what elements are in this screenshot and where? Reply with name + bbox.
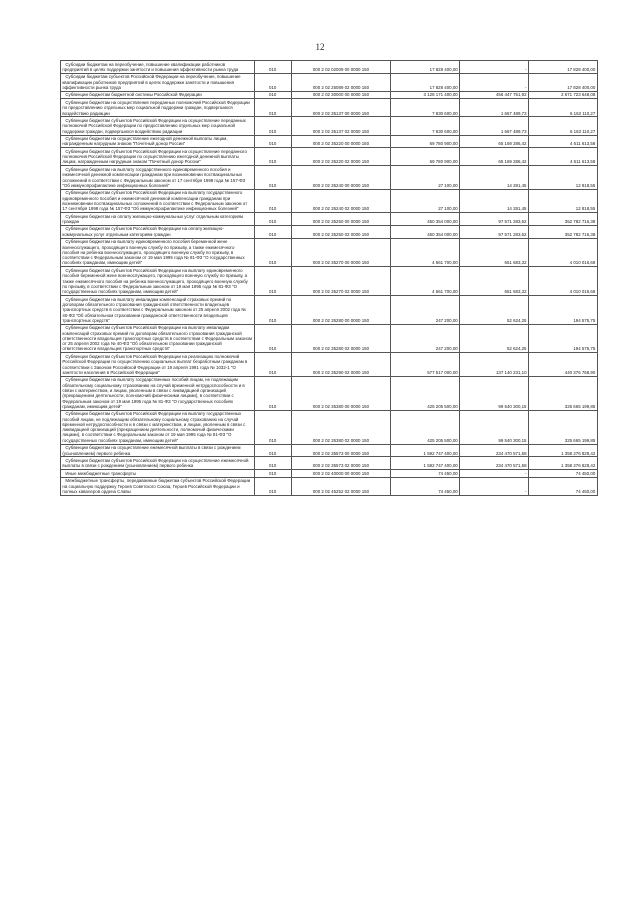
row-line-code-cell: 010	[254, 189, 291, 212]
row-budget-code-cell: 000 2 02 35380 02 0000 150	[291, 410, 391, 444]
table-row	[61, 376, 598, 410]
row-approved-cell: 17 828 400,00	[391, 61, 460, 74]
row-name-text: Субвенции бюджетам субъектов Российской Федерации на выплату единовременного пособия беременной жене военнослужащего, проходящего военную службу по призыву, а также ежемесячного пособия на ребенка военнослужащего, проходящего военную службу по призыву, в соответствии с Федеральным законом от 19 мая 1995 года № 81-ФЗ "О государственных пособиях гражданам, имеющим детей"	[62, 267, 248, 295]
row-line-code-cell: 010	[254, 470, 291, 477]
row-approved-cell: 27 100,00	[391, 166, 460, 189]
row-budget-code-cell: 000 2 02 35290 02 0000 150	[291, 353, 391, 376]
row-name-text: Субвенции бюджетам на оплату жилищно-коммунальных услуг отдельным категориям граждан	[62, 213, 243, 224]
row-name-text: Субвенции бюджетам субъектов Российской Федерации на выплату государственных пособий лицам, не подлежащим обязательному социальному страхованию на случай временной нетрудоспособности и в связи с материнством, и лицам, уволенным в связи с ликвидацией организаций (прекращением деятельности, полномочий физическими лицами), в соответствии с Федеральным законом от 19 мая 1995 года № 81-ФЗ "О государственных пособиях гражданам, имеющим детей"	[62, 411, 246, 443]
row-name-text: Субвенции бюджетам на выплату единовременного пособия беременной жене военнослужащего, проходящего военную службу по призыву, а также ежемесячного пособия на ребенка военнослужащего, проходящего военную службу по призыву, в соответствии с Федеральным законом от 19 мая 1995 года № 81-ФЗ "О государственных пособиях гражданам, имеющим детей"	[62, 239, 245, 266]
row-budget-code-cell: 000 2 02 30000 00 0000 150	[291, 91, 391, 98]
row-name-text: Субвенции бюджетам субъектов Российской Федерации на выплату государственного единовременного пособия и ежемесячной денежной компенсации гражданам при возникновении поствакцинальных осложнений в соответствии с Федеральным законом от 17 сентября 1998 года № 157-ФЗ "Об иммунопрофилактике инфекционных болезней"	[62, 190, 248, 212]
row-line-code-cell: 010	[254, 148, 291, 166]
row-budget-code-cell: 000 2 02 35573 00 0000 150	[291, 444, 391, 457]
row-approved-cell: 27 100,00	[391, 189, 460, 212]
row-name-cell	[61, 444, 255, 457]
row-budget-code-cell: 000 2 02 35220 00 0000 150	[291, 135, 391, 148]
row-unexecuted-cell: 17 828 400,00	[528, 73, 597, 91]
table-row	[61, 457, 598, 470]
row-line-code-cell: 010	[254, 296, 291, 325]
row-name-cell	[61, 353, 255, 376]
row-executed-cell: 52 624,25	[460, 324, 529, 353]
row-name-cell	[61, 324, 255, 353]
row-executed-cell: 1 667 489,73	[460, 99, 529, 117]
row-budget-code-cell: 000 2 02 35220 02 0000 150	[291, 148, 391, 166]
row-name-text: Субвенции бюджетам субъектов Российской Федерации на осуществление переданных полномочий Российской Федерации по предоставлению отдельных мер социальной поддержки граждан, подвергшихся воздействию радиации	[62, 118, 246, 134]
row-name-cell	[61, 410, 255, 444]
row-name-text: Субвенции бюджетам на выплату государственного единовременного пособия и ежемесячной денежной компенсации гражданам при возникновении поствакцинальных осложнений в соответствии с Федеральным законом от 17 сентября 1998 года № 157-ФЗ "Об иммунопрофилактике инфекционных болезней"	[62, 166, 246, 188]
row-approved-cell: 7 830 600,00	[391, 117, 460, 135]
row-line-code-cell: 010	[254, 166, 291, 189]
row-executed-cell: -	[460, 61, 529, 74]
row-executed-cell: 234 470 571,58	[460, 444, 529, 457]
row-unexecuted-cell: 325 665 199,85	[528, 410, 597, 444]
row-unexecuted-cell: 4 010 016,68	[528, 238, 597, 267]
row-line-code-cell: 010	[254, 61, 291, 74]
row-unexecuted-cell: 4 010 016,68	[528, 267, 597, 296]
row-executed-cell: 456 447 751,92	[460, 91, 529, 98]
row-line-code-cell: 010	[254, 73, 291, 91]
row-budget-code-cell: 000 2 02 35280 02 0000 150	[291, 324, 391, 353]
table-row	[61, 166, 598, 189]
row-unexecuted-cell: 6 163 110,27	[528, 117, 597, 135]
row-approved-cell: 17 828 400,00	[391, 73, 460, 91]
row-name-cell	[61, 73, 255, 91]
row-line-code-cell: 010	[254, 267, 291, 296]
row-executed-cell: 234 470 571,58	[460, 457, 529, 470]
row-unexecuted-cell: 194 575,75	[528, 324, 597, 353]
row-name-text: Иные межбюджетные трансферты	[65, 470, 137, 476]
row-line-code-cell: 010	[254, 99, 291, 117]
row-line-code-cell: 010	[254, 238, 291, 267]
row-unexecuted-cell: 74 450,00	[528, 470, 597, 477]
row-name-text: Субвенции бюджетам субъектов Российской Федерации на оплату жилищно-коммунальных услуг отдельным категориям граждан	[62, 226, 224, 237]
row-approved-cell: 450 354 000,00	[391, 213, 460, 226]
row-name-text: Субвенции бюджетам на выплату государственных пособий лицам, не подлежащим обязательному социальному страхованию на случай временной нетрудоспособности и в связи с материнством, и лицам, уволенным в связи с ликвидацией организаций (прекращением деятельности, полномочий физическими лицами), в соответствии с Федеральным законом от 19 мая 1995 года № 81-ФЗ "О государственных пособиях гражданам, имеющим детей"	[62, 377, 245, 409]
row-name-text: Субвенции бюджетам на осуществление ежемесячной выплаты в связи с рождением (усыновлением) первого ребенка	[62, 445, 241, 456]
row-name-text: Субвенции бюджетам субъектов Российской Федерации на осуществление ежемесячной выплаты в связи с рождением (усыновлением) первого ребенка	[62, 458, 249, 469]
row-approved-cell: 577 517 000,00	[391, 353, 460, 376]
row-unexecuted-cell: 325 665 199,85	[528, 376, 597, 410]
row-executed-cell: -	[460, 73, 529, 91]
row-budget-code-cell: 000 2 02 35270 00 0000 150	[291, 238, 391, 267]
row-name-text: Субвенции бюджетам субъектов Российской Федерации на реализацию полномочий Российской Федерации по осуществлению социальных выплат безработным гражданам в соответствии с Законом Российской Федерации от 19 апреля 1991 года № 1032-1 "О занятости населения в Российской Федерации"	[62, 353, 248, 375]
row-budget-code-cell: 000 2 02 35280 00 0000 150	[291, 296, 391, 325]
row-name-text: Субсидии бюджетам субъектов Российской Федерации на переобучение, повышение квалификации работников предприятий в целях поддержки занятости и повышения эффективности рынка труда	[62, 74, 241, 90]
row-executed-cell: 97 571 283,62	[460, 225, 529, 238]
row-name-text: Субвенции бюджетам на осуществление переданных полномочий Российской Федерации по предоставлению отдельных мер социальной поддержки граждан, подвергшихся воздействию радиации	[62, 99, 250, 116]
row-executed-cell: 65 169 286,42	[460, 135, 529, 148]
row-approved-cell: 69 780 900,00	[391, 135, 460, 148]
row-executed-cell: 651 683,32	[460, 238, 529, 267]
row-unexecuted-cell: 6 163 110,27	[528, 99, 597, 117]
table-row	[61, 324, 598, 353]
row-approved-cell: 4 661 700,00	[391, 267, 460, 296]
row-executed-cell: 52 624,25	[460, 296, 529, 325]
row-name-text: Субвенции бюджетам субъектов Российской Федерации на выплату инвалидам компенсаций страховых премий по договорам обязательного страхования гражданской ответственности владельцев транспортных средств в соответствии с Федеральным законом от 25 апреля 2002 года № 40-ФЗ "Об обязательном страховании гражданской ответственности владельцев транспортных средств"	[62, 325, 252, 352]
row-approved-cell: 450 354 000,00	[391, 225, 460, 238]
row-executed-cell: 99 540 300,15	[460, 376, 529, 410]
row-name-cell	[61, 213, 255, 226]
row-approved-cell: 247 200,00	[391, 296, 460, 325]
row-line-code-cell: 010	[254, 376, 291, 410]
row-line-code-cell: 010	[254, 410, 291, 444]
row-unexecuted-cell: 352 782 716,38	[528, 225, 597, 238]
table-row	[61, 213, 598, 226]
row-budget-code-cell: 000 2 02 35250 00 0000 150	[291, 213, 391, 226]
row-line-code-cell: 010	[254, 457, 291, 470]
row-executed-cell: 99 540 300,15	[460, 410, 529, 444]
row-unexecuted-cell: 17 828 400,00	[528, 61, 597, 74]
row-approved-cell: 74 450,00	[391, 477, 460, 495]
table-row	[61, 296, 598, 325]
row-approved-cell: 425 205 500,00	[391, 410, 460, 444]
row-executed-cell: 14 281,45	[460, 189, 529, 212]
row-executed-cell: 97 571 283,62	[460, 213, 529, 226]
table-row	[61, 353, 598, 376]
row-name-text: Субвенции бюджетам субъектов Российской Федерации на осуществление переданного полномочия Российской Федерации по осуществлению ежегодной денежной выплаты лицам, награжденным нагрудным знаком "Почетный донор России"	[62, 148, 247, 165]
row-budget-code-cell: 000 2 02 35270 02 0000 150	[291, 267, 391, 296]
table-row	[61, 444, 598, 457]
row-name-cell	[61, 189, 255, 212]
row-unexecuted-cell: 2 671 723 648,08	[528, 91, 597, 98]
row-line-code-cell: 010	[254, 324, 291, 353]
table-row	[61, 477, 598, 495]
row-executed-cell: 137 140 231,10	[460, 353, 529, 376]
row-unexecuted-cell: 352 782 716,38	[528, 213, 597, 226]
row-unexecuted-cell: 74 450,00	[528, 477, 597, 495]
row-name-cell	[61, 166, 255, 189]
row-budget-code-cell: 000 2 02 35240 02 0000 150	[291, 189, 391, 212]
row-name-cell	[61, 477, 255, 495]
table-row	[61, 267, 598, 296]
table-row	[61, 238, 598, 267]
row-budget-code-cell: 000 2 02 02009 00 0000 150	[291, 61, 391, 74]
row-unexecuted-cell: 194 575,75	[528, 296, 597, 325]
row-name-cell	[61, 117, 255, 135]
row-unexecuted-cell: 1 358 276 828,42	[528, 444, 597, 457]
row-executed-cell: -	[460, 470, 529, 477]
budget-table	[60, 60, 598, 496]
table-row	[61, 410, 598, 444]
row-unexecuted-cell: 1 358 276 828,42	[528, 457, 597, 470]
row-name-cell	[61, 267, 255, 296]
row-line-code-cell: 010	[254, 135, 291, 148]
row-approved-cell: 4 661 700,00	[391, 238, 460, 267]
table-row	[61, 135, 598, 148]
row-name-cell	[61, 99, 255, 117]
row-name-cell	[61, 225, 255, 238]
row-name-text: Субвенции бюджетам бюджетной системы Российской Федерации	[65, 92, 202, 98]
table-row	[61, 148, 598, 166]
page-number: 12	[315, 42, 325, 52]
row-budget-code-cell: 000 2 02 35240 00 0000 150	[291, 166, 391, 189]
row-name-text: Субвенции бюджетам на осуществление ежегодной денежной выплаты лицам, награжденным нагрудным знаком "Почетный донор России"	[62, 136, 228, 147]
table-row	[61, 117, 598, 135]
row-name-cell	[61, 470, 255, 477]
row-budget-code-cell: 000 2 02 45252 02 0000 150	[291, 477, 391, 495]
row-budget-code-cell: 000 2 02 35250 02 0000 150	[291, 225, 391, 238]
row-approved-cell: 425 205 500,00	[391, 376, 460, 410]
row-line-code-cell: 010	[254, 213, 291, 226]
table-row	[61, 61, 598, 74]
row-approved-cell: 74 450,00	[391, 470, 460, 477]
row-budget-code-cell: 000 2 02 25089 02 0000 150	[291, 73, 391, 91]
row-unexecuted-cell: 4 611 613,58	[528, 148, 597, 166]
table-row	[61, 470, 598, 477]
table-row	[61, 73, 598, 91]
row-budget-code-cell: 000 2 02 35380 00 0000 150	[291, 376, 391, 410]
row-budget-code-cell: 000 2 02 40000 00 0000 150	[291, 470, 391, 477]
table-row	[61, 189, 598, 212]
row-unexecuted-cell: 12 818,55	[528, 166, 597, 189]
row-line-code-cell: 010	[254, 117, 291, 135]
row-line-code-cell: 010	[254, 353, 291, 376]
row-name-cell	[61, 135, 255, 148]
row-executed-cell: 1 667 489,73	[460, 117, 529, 135]
row-name-text: Субвенции бюджетам на выплату инвалидам компенсаций страховых премий по договорам обязательного страхования гражданской ответственности владельцев транспортных средств в соответствии с Федеральным законом от 25 апреля 2002 года № 40-ФЗ "Об обязательном страховании гражданской ответственности владельцев транспортных средств"	[62, 296, 246, 323]
table-row	[61, 99, 598, 117]
row-line-code-cell: 010	[254, 477, 291, 495]
row-approved-cell: 69 780 900,00	[391, 148, 460, 166]
row-name-cell	[61, 376, 255, 410]
table-row	[61, 91, 598, 98]
row-name-text: Межбюджетные трансферты, передаваемые бюджетам субъектов Российской Федерации на социальную поддержку Героев Советского Союза, Героев Российской Федерации и полных кавалеров ордена Славы	[62, 478, 251, 494]
row-executed-cell: 651 683,32	[460, 267, 529, 296]
row-unexecuted-cell: 440 376 768,90	[528, 353, 597, 376]
row-approved-cell: 1 592 747 400,00	[391, 444, 460, 457]
row-name-cell	[61, 61, 255, 74]
row-name-cell	[61, 457, 255, 470]
row-line-code-cell: 010	[254, 225, 291, 238]
row-executed-cell: 14 281,45	[460, 166, 529, 189]
row-line-code-cell: 010	[254, 444, 291, 457]
row-budget-code-cell: 000 2 02 35573 02 0000 150	[291, 457, 391, 470]
row-line-code-cell: 010	[254, 91, 291, 98]
row-unexecuted-cell: 12 818,55	[528, 189, 597, 212]
row-name-cell	[61, 91, 255, 98]
row-name-cell	[61, 296, 255, 325]
row-executed-cell: 65 169 286,42	[460, 148, 529, 166]
row-approved-cell: 247 200,00	[391, 324, 460, 353]
row-budget-code-cell: 000 2 02 35137 00 0000 150	[291, 99, 391, 117]
row-executed-cell: -	[460, 477, 529, 495]
row-unexecuted-cell: 4 611 613,58	[528, 135, 597, 148]
row-name-cell	[61, 238, 255, 267]
row-approved-cell: 1 592 747 400,00	[391, 457, 460, 470]
row-name-text: Субсидии бюджетам на переобучение, повышение квалификации работников предприятий в целях поддержки занятости и повышения эффективности рынка труда	[62, 61, 239, 72]
row-budget-code-cell: 000 2 02 35137 02 0000 150	[291, 117, 391, 135]
row-approved-cell: 3 128 171 400,00	[391, 91, 460, 98]
table-row	[61, 225, 598, 238]
row-name-cell	[61, 148, 255, 166]
row-approved-cell: 7 830 600,00	[391, 99, 460, 117]
